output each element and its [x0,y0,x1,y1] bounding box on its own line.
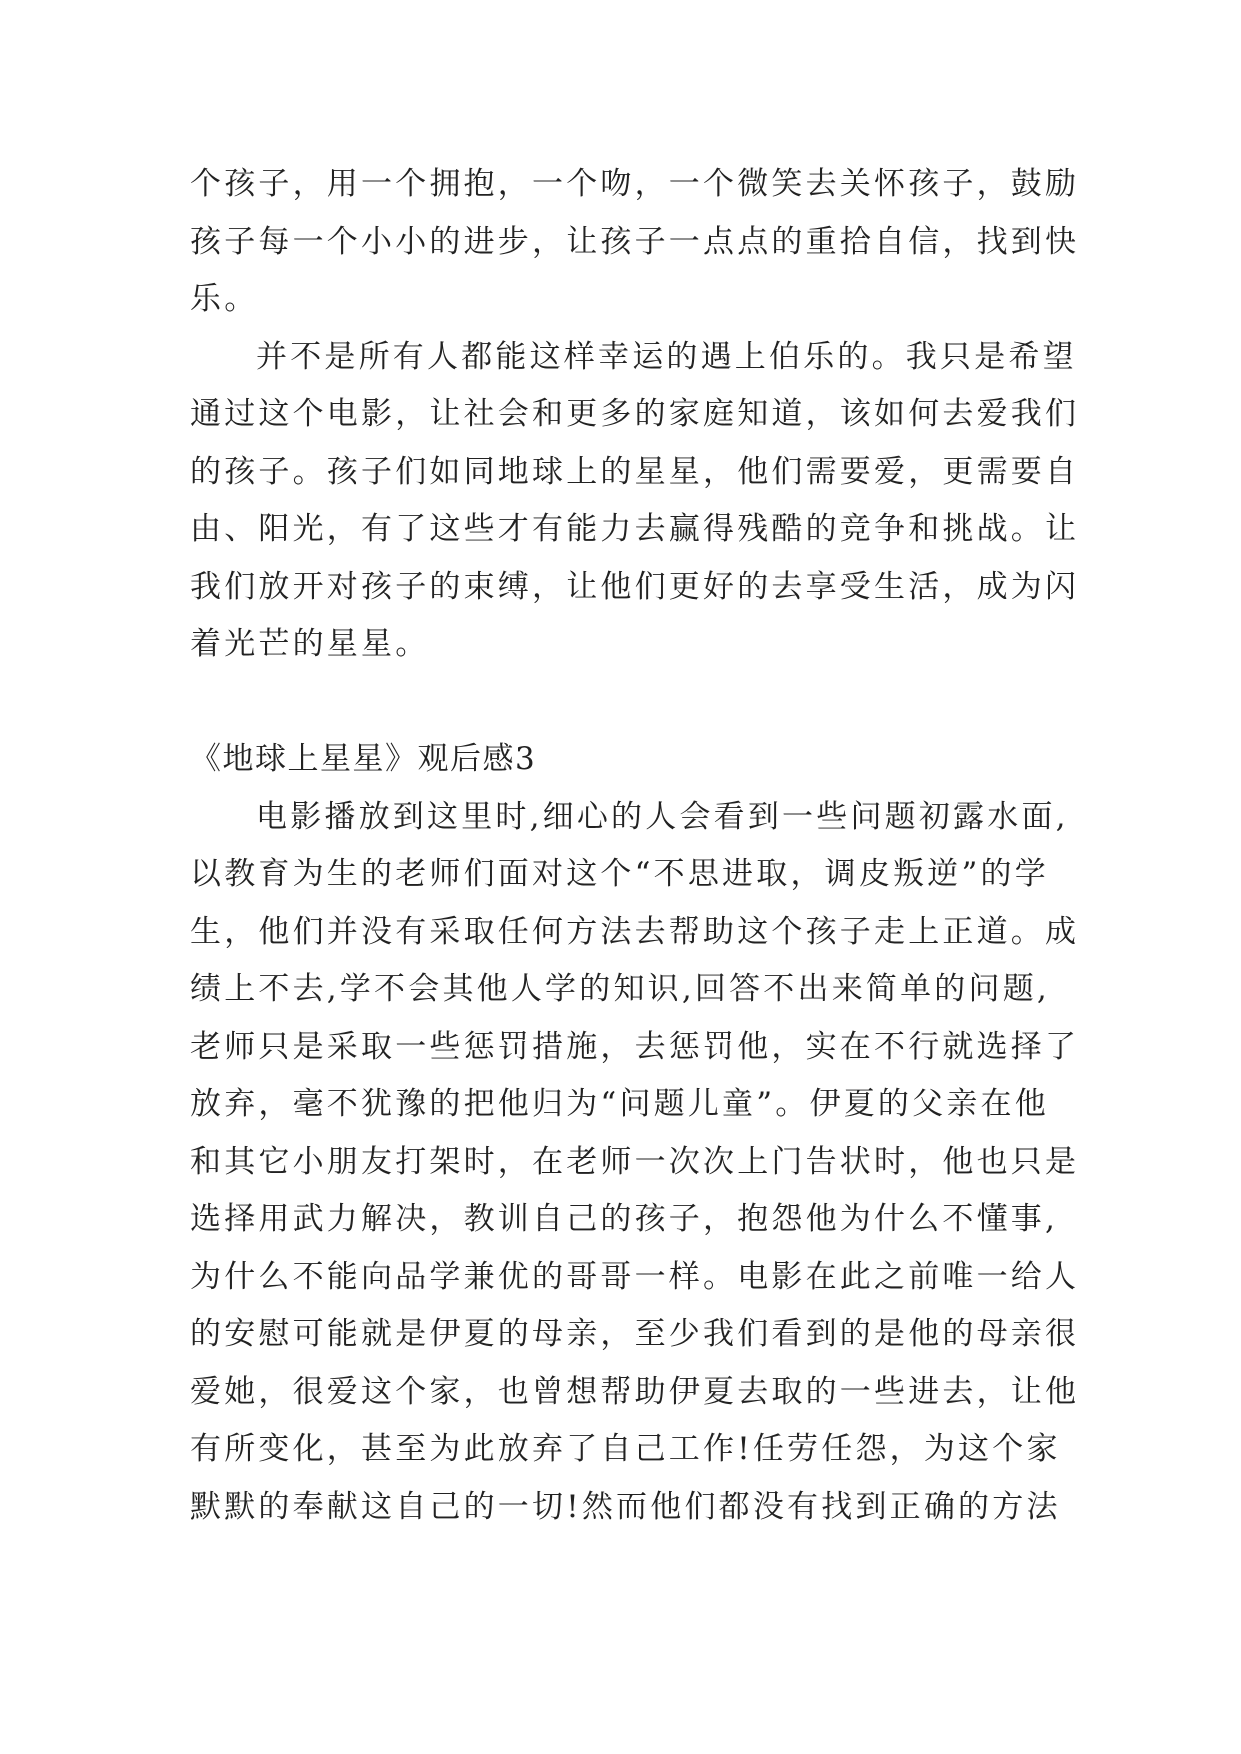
text-line: 和其它小朋友打架时，在老师一次次上门告状时，他也只是 [190,1144,1080,1180]
text-line: 我们放开对孩子的束缚，让他们更好的去享受生活，成为闪 [190,569,1080,605]
text-line: 为什么不能向品学兼优的哥哥一样。电影在此之前唯一给人 [190,1259,1080,1295]
text-line: 电影播放到这里时,细心的人会看到一些问题初露水面, [256,799,1069,835]
text-line: 的孩子。孩子们如同地球上的星星，他们需要爱，更需要自 [190,454,1080,490]
text-line: 着光芒的星星。 [190,626,430,662]
text-line: 生，他们并没有采取任何方法去帮助这个孩子走上正道。成 [190,914,1080,950]
text-line: 放弃，毫不犹豫的把他归为“问题儿童”。伊夏的父亲在他 [190,1086,1049,1122]
text-line: 绩上不去,学不会其他人学的知识,回答不出来简单的问题, [190,971,1050,1007]
text-line: 孩子每一个小小的进步，让孩子一点点的重拾自信，找到快 [190,224,1080,260]
text-line: 个孩子，用一个拥抱，一个吻，一个微笑去关怀孩子，鼓励 [190,166,1080,202]
text-line: 由、阳光，有了这些才有能力去赢得残酷的竞争和挑战。让 [190,511,1080,547]
text-line: 默默的奉献这自己的一切!然而他们都没有找到正确的方法 [190,1489,1061,1525]
text-line: 以教育为生的老师们面对这个“不思进取，调皮叛逆”的学 [190,856,1049,892]
text-line: 乐。 [190,281,259,317]
text-line: 的安慰可能就是伊夏的母亲，至少我们看到的是他的母亲很 [190,1316,1080,1352]
text-line: 爱她，很爱这个家，也曾想帮助伊夏去取的一些进去，让他 [190,1374,1080,1410]
text-line: 通过这个电影，让社会和更多的家庭知道，该如何去爱我们 [190,396,1080,432]
text-line: 老师只是采取一些惩罚措施，去惩罚他，实在不行就选择了 [190,1029,1080,1065]
text-line: 选择用武力解决，教训自己的孩子，抱怨他为什么不懂事, [190,1201,1059,1237]
text-line: 有所变化，甚至为此放弃了自己工作!任劳任怨，为这个家 [190,1431,1061,1467]
section-heading: 《地球上星星》观后感3 [190,741,537,777]
text-line: 并不是所有人都能这样幸运的遇上伯乐的。我只是希望 [256,339,1077,375]
